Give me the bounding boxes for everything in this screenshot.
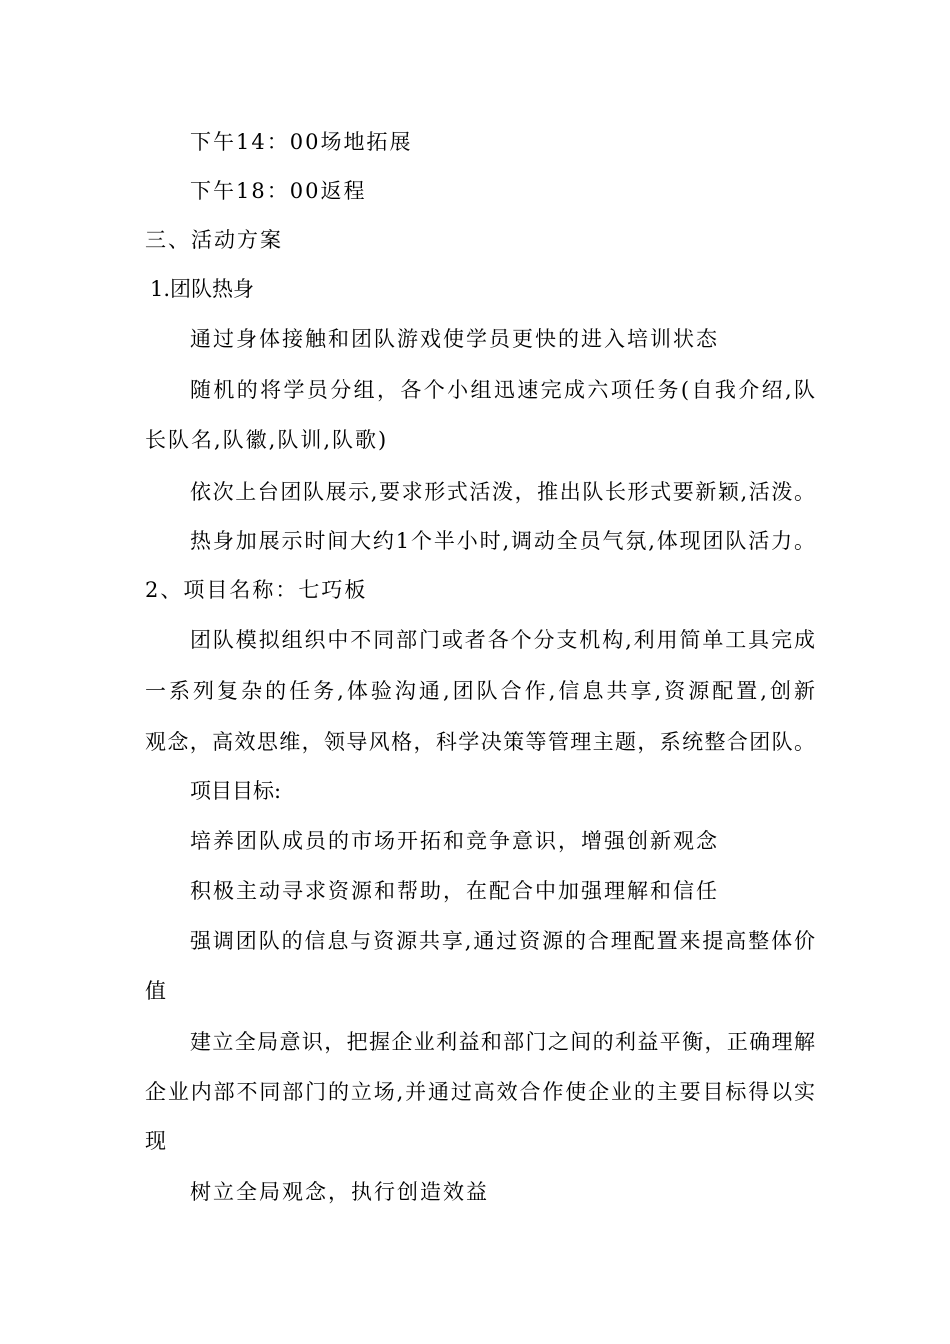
paragraph-continuation: 长队名,队徽,队训,队歌) (145, 428, 389, 452)
item-title-team-warmup: 1.团队热身 (150, 277, 255, 301)
goal-item: 积极主动寻求资源和帮助，在配合中加强理解和信任 (190, 879, 719, 903)
schedule-line-1400: 下午14：00场地拓展 (190, 130, 413, 154)
goal-item: 树立全局观念，执行创造效益 (190, 1180, 489, 1204)
paragraph: 通过身体接触和团队游戏使学员更快的进入培训状态 (190, 327, 719, 351)
paragraph: 随机的将学员分组，各个小组迅速完成六项任务(自我介绍,队 (190, 378, 815, 402)
goal-item: 建立全局意识，把握企业利益和部门之间的利益平衡，正确理解 (190, 1030, 815, 1054)
paragraph: 依次上台团队展示,要求形式活泼，推出队长形式要新颖,活泼。 (190, 480, 815, 504)
paragraph: 热身加展示时间大约1个半小时,调动全员气氛,体现团队活力。 (190, 529, 815, 553)
paragraph-continuation: 一系列复杂的任务,体验沟通,团队合作,信息共享,资源配置,创新 (145, 679, 815, 703)
schedule-line-1800: 下午18：00返程 (190, 179, 367, 203)
goal-item: 强调团队的信息与资源共享,通过资源的合理配置来提高整体价 (190, 929, 815, 953)
goal-item-continuation: 企业内部不同部门的立场,并通过高效合作使企业的主要目标得以实 (145, 1080, 815, 1104)
goal-item-continuation: 现 (145, 1129, 166, 1153)
item-title-tangram: 2、项目名称：七巧板 (145, 578, 368, 602)
section-heading-activity-plan: 三、活动方案 (145, 228, 283, 252)
goal-item-continuation: 值 (145, 979, 166, 1003)
paragraph: 团队模拟组织中不同部门或者各个分支机构,利用简单工具完成 (190, 628, 815, 652)
goal-item: 培养团队成员的市场开拓和竞争意识，增强创新观念 (190, 829, 719, 853)
goals-label: 项目目标: (190, 779, 282, 803)
paragraph-continuation: 观念，高效思维，领导风格，科学决策等管理主题，系统整合团队。 (145, 730, 815, 754)
